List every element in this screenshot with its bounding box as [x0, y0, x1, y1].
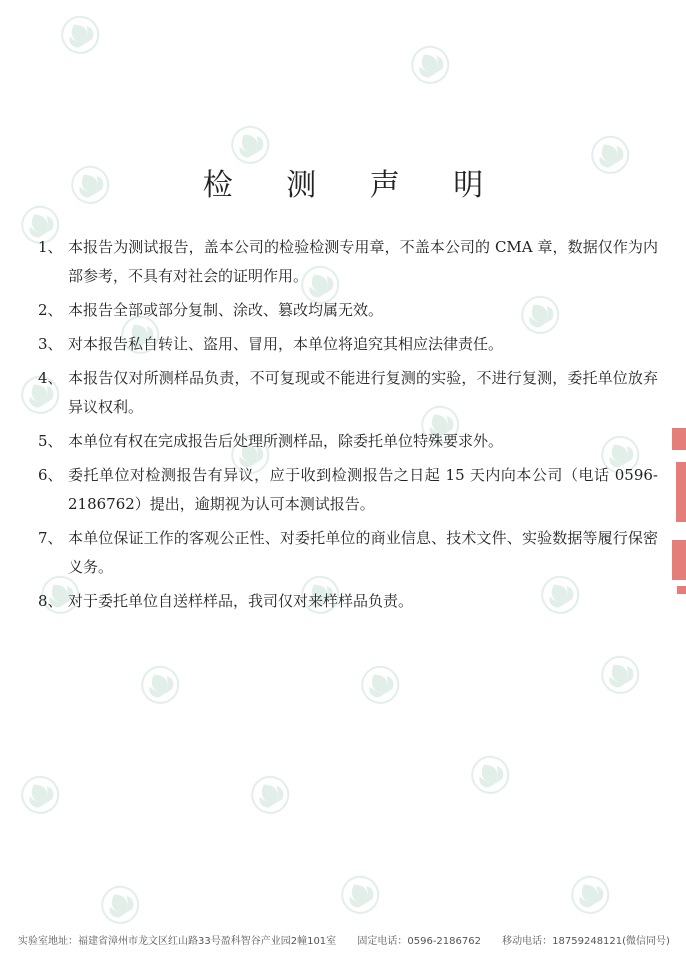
leaf-icon: [563, 867, 618, 922]
declaration-item-1: [38, 233, 658, 291]
item-number: 6、: [38, 466, 63, 484]
watermark-logo: [243, 740, 350, 835]
watermark-logo: [53, 0, 160, 74]
watermark-logo: [563, 840, 670, 935]
stamp-fragment: [672, 428, 686, 450]
watermark-logo: [353, 630, 460, 725]
leaf-icon: [53, 7, 108, 62]
watermark-logo: [13, 740, 120, 835]
footer: [18, 932, 678, 947]
item-number: 8、: [38, 592, 63, 610]
declaration-item-3: [38, 330, 658, 359]
footer-address: 实验室地址：福建省漳州市龙文区红山路33号盈科智谷产业园2幢101室: [18, 936, 337, 947]
item-text: 本单位有权在完成报告后处理所测样品，除委托单位特殊要求外。: [68, 432, 504, 450]
item-number: 7、: [38, 529, 63, 547]
item-number: 4、: [38, 369, 63, 387]
declaration-list: [38, 233, 658, 621]
item-text: 对于委托单位自送样样品，我司仅对来样样品负责。: [68, 592, 414, 610]
item-text: 对本报告私自转让、盗用、冒用，本单位将追究其相应法律责任。: [68, 335, 504, 353]
declaration-item-8: [38, 587, 658, 616]
declaration-item-2: [38, 296, 658, 325]
leaf-icon: [243, 767, 298, 822]
leaf-icon: [93, 877, 148, 932]
item-number: 3、: [38, 335, 63, 353]
stamp-fragment: [677, 586, 686, 594]
watermark-logo: [333, 840, 440, 935]
declaration-item-6: [38, 461, 658, 519]
item-text: 本报告为测试报告，盖本公司的检验检测专用章，不盖本公司的 CMA 章，数据仅作为内部参考，不具有对社会的证明作用。: [68, 238, 658, 285]
stamp-fragment: [676, 462, 686, 522]
footer-phone: 固定电话：0596-2186762: [357, 936, 481, 947]
leaf-icon: [593, 647, 648, 702]
seal-stamp-edge: [672, 428, 686, 598]
declaration-item-5: [38, 427, 658, 456]
item-text: 本报告全部或部分复制、涂改、篡改均属无效。: [68, 301, 384, 319]
leaf-icon: [333, 867, 388, 922]
leaf-icon: [463, 747, 518, 802]
leaf-icon: [13, 767, 68, 822]
stamp-fragment: [672, 540, 686, 580]
page-title: 检 测 声 明: [202, 168, 506, 203]
leaf-icon: [353, 657, 408, 712]
leaf-icon: [133, 657, 188, 712]
watermark-logo: [93, 850, 200, 945]
watermark-logo: [463, 720, 570, 815]
item-number: 5、: [38, 432, 63, 450]
watermark-logo: [593, 620, 686, 715]
item-text: 本报告仅对所测样品负责，不可复现或不能进行复测的实验，不进行复测，委托单位放弃异议权利。: [68, 369, 658, 416]
item-text: 本单位保证工作的客观公正性、对委托单位的商业信息、技术文件、实验数据等履行保密义务。: [68, 529, 658, 576]
declaration-item-7: [38, 524, 658, 582]
item-text: 委托单位对检测报告有异议，应于收到检测报告之日起 15 天内向本公司（电话 0596-2186762）提出，逾期视为认可本测试报告。: [68, 466, 658, 513]
declaration-item-4: [38, 364, 658, 422]
footer-mobile: 移动电话：18759248121(微信同号): [502, 936, 670, 947]
watermark-logo: [133, 630, 240, 725]
leaf-icon: [403, 37, 458, 92]
item-number: 2、: [38, 301, 63, 319]
item-number: 1、: [38, 238, 63, 256]
watermark-logo: [403, 10, 510, 105]
